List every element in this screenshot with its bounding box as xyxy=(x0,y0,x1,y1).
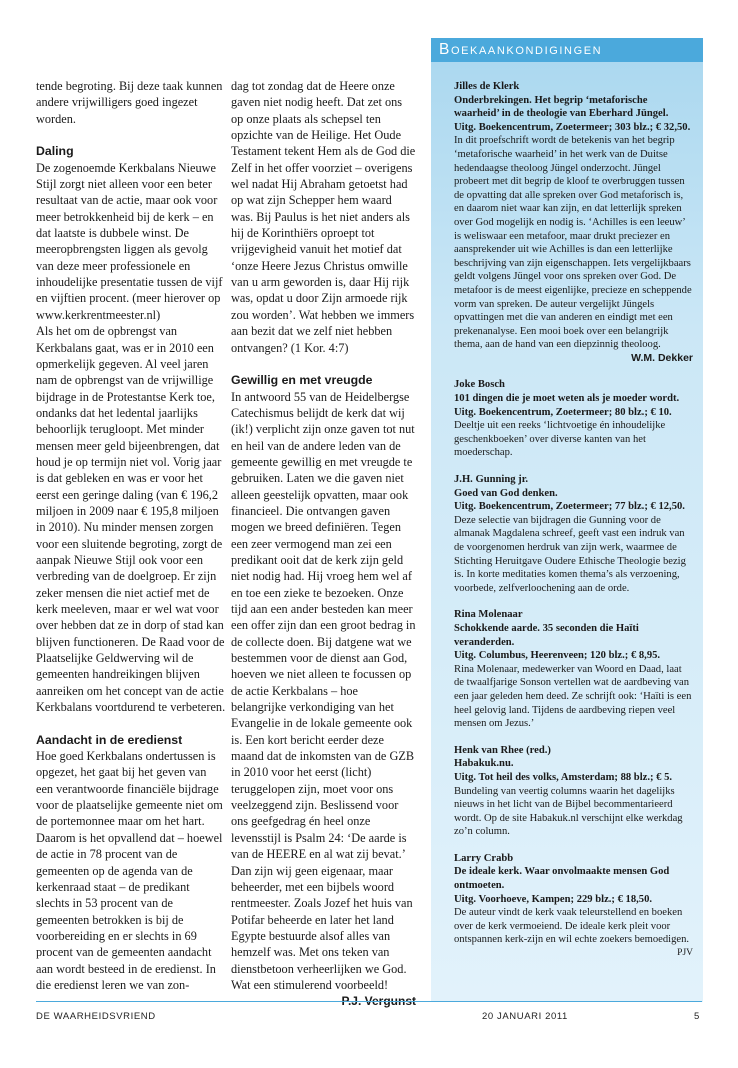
book-review xyxy=(454,852,693,961)
section-heading-gewillig: Gewillig en met vreugde xyxy=(231,373,373,388)
sidebar-heading: Boekaankondigingen xyxy=(431,38,703,62)
book-author: Larry Crabb xyxy=(454,852,514,864)
book-title: Onderbrekingen. Het begrip ‘metaforische waarheid’ in de theologie van Eberhard Jüngel. xyxy=(454,94,669,120)
book-publisher: Uitg. Boekencentrum, Zoetermeer; 303 blz.; € 32,50. xyxy=(454,121,691,133)
editor-initials: PJV xyxy=(677,948,693,959)
section-heading-aandacht: Aandacht in de eredienst xyxy=(36,732,183,747)
footer-divider xyxy=(36,1001,702,1002)
book-title: De ideale kerk. Waar onvolmaakte mensen God ontmoeten. xyxy=(454,866,670,892)
book-review-text: In dit proefschrift wordt de betekenis van het begrip ‘metaforische waarheid’ in het werk van de Duitse hedendaagse theoloog Jüngel onderzocht. Jüngel probeert met dit begrip de kloof te overbruggen tussen de opvatting dat alle spreken over God metaforisch is, en daarom niet waar kan zijn, en dat letterlijk spreken over God mogelijk en nodig is. ‘Achilles is een leeuw’ is weliswaar een metafoor, maar drukt preciezer en aansprekender uit wie Achilles is dan een letterlijke beschrijving van zijn eigenschappen. Iets vergelijkbaars geldt volgens Jüngel voor ons spreken over God. De metafoor is de meest eigenlijke, precieze en scheppende vorm van spreken. De auteur vergelijkt Jüngels opvattingen met die van anderen en eindigt met een prekenanalyse. Een mooi boek over een belangrijk thema, aan de hand van een diepzinnig theoloog. xyxy=(454,135,692,351)
book-publisher: Uitg. Columbus, Heerenveen; 120 blz.; € 8,95. xyxy=(454,650,661,662)
book-author: Jilles de Klerk xyxy=(454,81,520,92)
book-review-text: Deeltje uit een reeks ‘lichtvoetige én inhoudelijke geschenkboeken’ over diverse kanten van het moederschap. xyxy=(454,420,666,459)
author-signature: P.J. Vergunst xyxy=(341,994,416,1009)
book-review xyxy=(454,473,693,595)
paragraph: Als het om de opbrengst van Kerkbalans gaat, was er in 2010 een opmerkelijk gegeven. Al veel jaren nam de opbrengst van de vrijwillige bijdrage in de Protestantse Kerk toe, ondanks dat het ledental jaarlijks behoorlijk terugloopt. Met minder mensen meer geld bijeenbrengen, dat houd je op termijn niet vol. Vorig jaar is dat gebleken en was er voor het eerst een geringe daling (van € 196,2 miljoen in 2009 naar € 195,8 miljoen in 2010). Nu minder mensen zorgen voor een sluitende begroting, zorgt de aanpak Nieuwe Stijl ook voor een verbreding van de doelgroep. Er zijn zeker mensen die niet actief met de kerk meeleven, maar er wel wat voor over hebben dat ze in dorp of stad kan blijven functioneren. De Raad voor de Plaatselijke Geldwerving wil de gemeenten handreikingen blijven aanreiken om het concept van de actie Kerkbalans voortdurend te verbeteren. xyxy=(36,324,226,715)
reviewer-signature: W.M. Dekker xyxy=(631,351,693,364)
paragraph: tende begroting. Bij deze taak kunnen andere vrijwilligers goed ingezet worden. xyxy=(36,79,223,126)
page-number: 5 xyxy=(694,1011,700,1022)
paragraph: Dan zijn wij geen eigenaar, maar beheerder, met een bijbels woord rentmeester. Zoals Jozef het huis van Potifar beheerde en later het land Egypte bestuurde alsof alles van hemzelf was. Met ons teken van dienstbetoon verheerlijken we God. Wat een stimulerend voorbeeld! xyxy=(231,863,413,992)
book-title: 101 dingen die je moet weten als je moeder wordt. xyxy=(454,393,680,405)
book-review-text: Rina Molenaar, medewerker van Woord en Daad, laat de twaalfjarige Sonson vertellen wat de aardbeving van een jaar geleden hem deed. Ze schrijft ook: ‘Haïti is een heel gelovig land. Tijdens de aardbeving riepen veel mensen om Jezus.’ xyxy=(454,663,692,730)
book-author: Rina Molenaar xyxy=(454,609,523,621)
book-review-text: Deze selectie van bijdragen die Gunning voor de almanak Magdalena schreef, geeft vast een indruk van de voorgenomen herdruk van zijn werk, waarmee de Stichting Heruitgave Oudere Ethische Theologie bezig is. In korte meditaties komen thema’s als verzoening, voorbede, zelfverloochening aan de orde. xyxy=(454,514,686,594)
book-publisher: Uitg. Boekencentrum, Zoetermeer; 77 blz.; € 12,50. xyxy=(454,501,685,513)
sidebar-body xyxy=(431,62,703,961)
book-author: J.H. Gunning jr. xyxy=(454,474,529,486)
section-heading-daling: Daling xyxy=(36,144,74,159)
book-review xyxy=(454,608,693,730)
paragraph: dag tot zondag dat de Heere onze gaven niet nodig heeft. Dat zet ons op onze plaats als schepsel ten opzichte van de Heilige. Het Oude Testament tekent Hem als de God die Zelf in het offer voorziet – overigens wel nadat Hij Abraham getoetst had op wat zijn Schepper hem waard was. Bij Paulus is het niet anders als hij de Korinthiërs oproept tot vrijgevigheid vanuit het motief dat ‘onze Heere Jezus Christus omwille van u arm geworden is, daar Hij rijk was, opdat u door Zijn armoede rijk zou worden’. Wat hebben we immers aan bezit dat we zelf niet hebben ontvangen? (1 Kor. 4:7) xyxy=(231,79,416,355)
book-title: Schokkende aarde. 35 seconden die Haïti veranderden. xyxy=(454,622,639,648)
book-title: Habakuk.nu. xyxy=(454,758,514,770)
paragraph: De zogenoemde Kerkbalans Nieuwe Stijl zorgt niet alleen voor een beter resultaat van de actie, maar ook voor meer betrokkenheid bij de kerk – en dat laatste is dubbele winst. De meeropbrengsten liggen als gevolg van deze meer professionele en inhoudelijke presentatie tussen de vijf en vijftien procent. (meer hierover op www.kerkrentmeester.nl) xyxy=(36,160,223,322)
book-review xyxy=(454,378,693,460)
book-review-text: Bundeling van veertig columns waarin het dagelijks nieuws in het licht van de Bijbel becommentarieerd wordt. Op de site Habakuk.nl verschijnt elke werkdag zo’n column. xyxy=(454,785,683,838)
book-author: Henk van Rhee (red.) xyxy=(454,744,551,756)
book-review xyxy=(454,80,693,365)
paragraph: In antwoord 55 van de Heidelbergse Catechismus belijdt de kerk dat wij (ik!) verplicht zijn onze gaven tot nut en heil van de andere leden van de gemeente gewillig en met vreugde te gebruiken. Laten we die gaven niet alleen geestelijk opvatten, maar ook financieel. Die ontvangen gaven mogen we breed definiëren. Tegen een zeer vermogend man zei een predikant ooit dat de kerk zijn geld niet nodig had. Hij vroeg hem wel af en toe een zieke te bezoeken. Onze tijd aan een ander besteden kan meer een offer zijn dan een groot bedrag in de collecte doen. Bij datgene wat we bestemmen voor de dienst aan God, hoeven we niet alleen te focussen op de actie Kerkbalans – hoe belangrijke verkondiging van het Evangelie in de lokale gemeente ook is. Een kort bericht eerder deze maand dat de inkomsten van de GZB in 2010 voor het eerst (licht) teruggelopen zijn, moet voor ons veelzeggend zijn. Beslissend voor ons geefgedrag én heel onze levensstijl is Psalm 24: ‘De aarde is van de HEERE en al wat zij bevat.’ xyxy=(231,389,416,862)
article-column-1 xyxy=(36,78,226,993)
book-review xyxy=(454,744,693,839)
paragraph: Hoe goed Kerkbalans ondertussen is opgezet, het gaat bij het geven van een verantwoorde financiële bijdrage voor de plaatselijke gemeente niet om de portemonnee maar om het hart. Daarom is het opvallend dat – hoewel de actie in 78 procent van de gemeenten op de agenda van de kerkenraad staat – de predikant slechts in 53 procent van de gemeenten betrokken is bij de voorbereiding en er slechts in 69 procent van de gemeenten aandacht aan wordt besteed in de eredienst. In die eredienst leren we van zon- xyxy=(36,749,223,992)
book-announcements-sidebar xyxy=(431,38,703,1002)
issue-date: 20 JANUARI 2011 xyxy=(482,1011,568,1022)
book-title: Goed van God denken. xyxy=(454,487,558,499)
book-publisher: Uitg. Boekencentrum, Zoetermeer; 80 blz.; € 10. xyxy=(454,406,672,418)
book-review-text: De auteur vindt de kerk vaak teleurstellend en boeken over de kerk vermoeiend. De ideale kerk pleit voor ontspannen kerk-zijn en wil echte zoekers bemoedigen. xyxy=(454,907,690,946)
article-column-2 xyxy=(231,78,416,1010)
book-author: Joke Bosch xyxy=(454,379,505,391)
publication-name: DE WAARHEIDSVRIEND xyxy=(36,1011,156,1022)
book-publisher: Uitg. Voorhoeve, Kampen; 229 blz.; € 18,50. xyxy=(454,893,653,905)
book-publisher: Uitg. Tot heil des volks, Amsterdam; 88 blz.; € 5. xyxy=(454,771,673,783)
